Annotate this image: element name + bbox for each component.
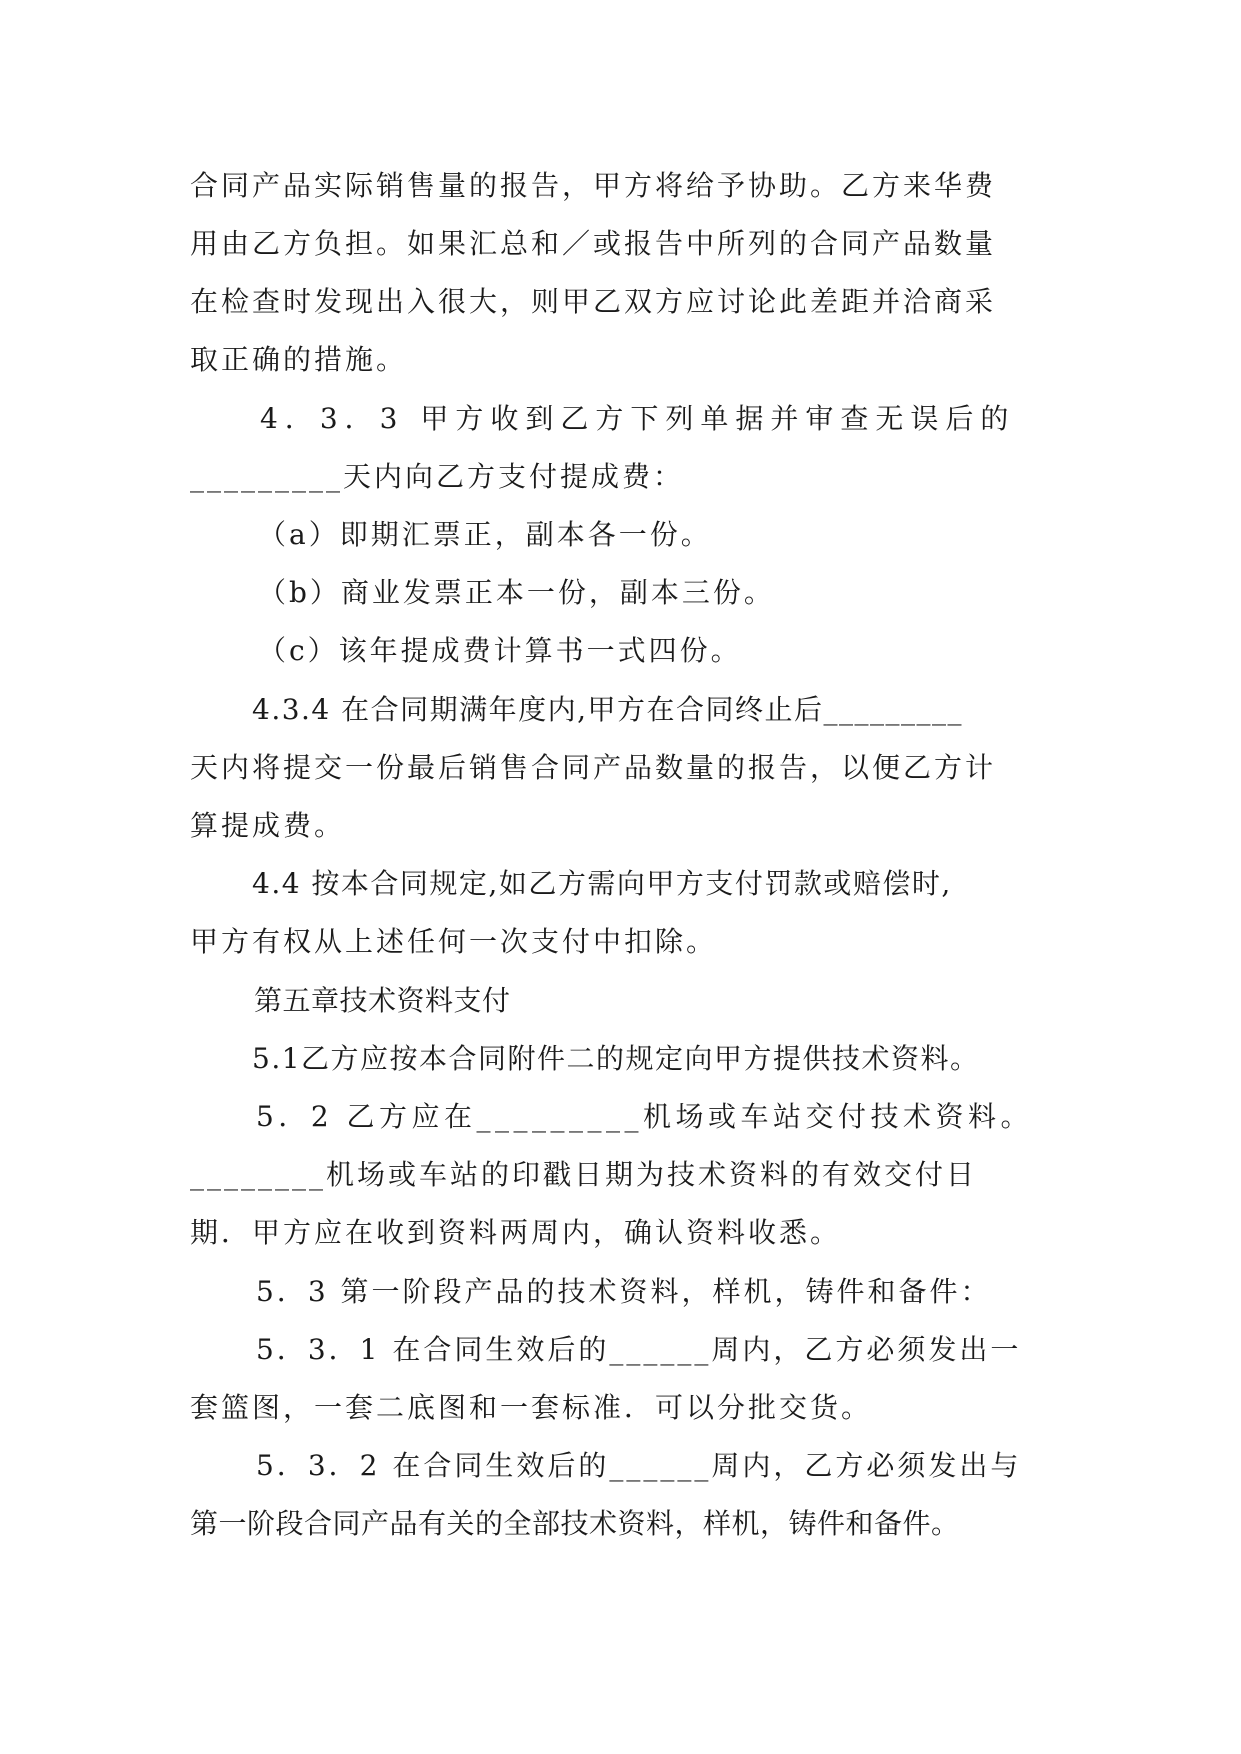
item-a: （a）即期汇票正，副本各一份。: [258, 518, 712, 551]
item-c: （c）该年提成费计算书一式四份。: [258, 634, 742, 667]
text-line-3: 在检查时发现出入很大，则甲乙双方应讨论此差距并洽商采: [190, 285, 997, 318]
text-line-24: 第一阶段合同产品有关的全部技术资料，样机，铸件和备件。: [190, 1507, 960, 1540]
clause-4-3-3: 4．3．3 甲方收到乙方下列单据并审查无误后的: [260, 402, 1016, 435]
text-line-19: 期．甲方应在收到资料两周内，确认资料收悉。: [190, 1216, 842, 1249]
text-line-2: 用由乙方负担。如果汇总和／或报告中所列的合同产品数量: [190, 227, 997, 260]
text-line-1: 合同产品实际销售量的报告，甲方将给予协助。乙方来华费: [190, 169, 997, 202]
clause-4-3-4: 4.3.4 在合同期满年度内,甲方在合同终止后_________: [252, 693, 964, 726]
text-line-4: 取正确的措施。: [190, 343, 408, 376]
text-line-11: 天内将提交一份最后销售合同产品数量的报告，以便乙方计: [190, 751, 997, 784]
clause-5-3: 5．3 第一阶段产品的技术资料，样机，铸件和备件：: [256, 1275, 992, 1308]
chapter-five-heading: 第五章技术资料支付: [254, 984, 511, 1017]
clause-5-3-1: 5．3．1 在合同生效后的______周内，乙方必须发出一: [256, 1333, 1022, 1366]
text-line-22: 套篮图，一套二底图和一套标准．可以分批交货。: [190, 1391, 873, 1424]
clause-4-4: 4.4 按本合同规定,如乙方需向甲方支付罚款或赔偿时,: [252, 867, 952, 900]
clause-5-2: 5．2 乙方应在_________机场或车站交付技术资料。: [256, 1100, 1034, 1133]
text-line-12: 算提成费。: [190, 809, 346, 842]
text-line-6: _________天内向乙方支付提成费：: [190, 460, 685, 493]
text-line-14: 甲方有权从上述任何一次支付中扣除。: [190, 925, 718, 958]
text-line-18: ________机场或车站的印戳日期为技术资料的有效交付日: [190, 1158, 978, 1191]
item-b: （b）商业发票正本一份，副本三份。: [258, 576, 775, 609]
clause-5-1: 5.1乙方应按本合同附件二的规定向甲方提供技术资料。: [252, 1042, 980, 1075]
clause-5-3-2: 5．3．2 在合同生效后的______周内，乙方必须发出与: [256, 1449, 1022, 1482]
